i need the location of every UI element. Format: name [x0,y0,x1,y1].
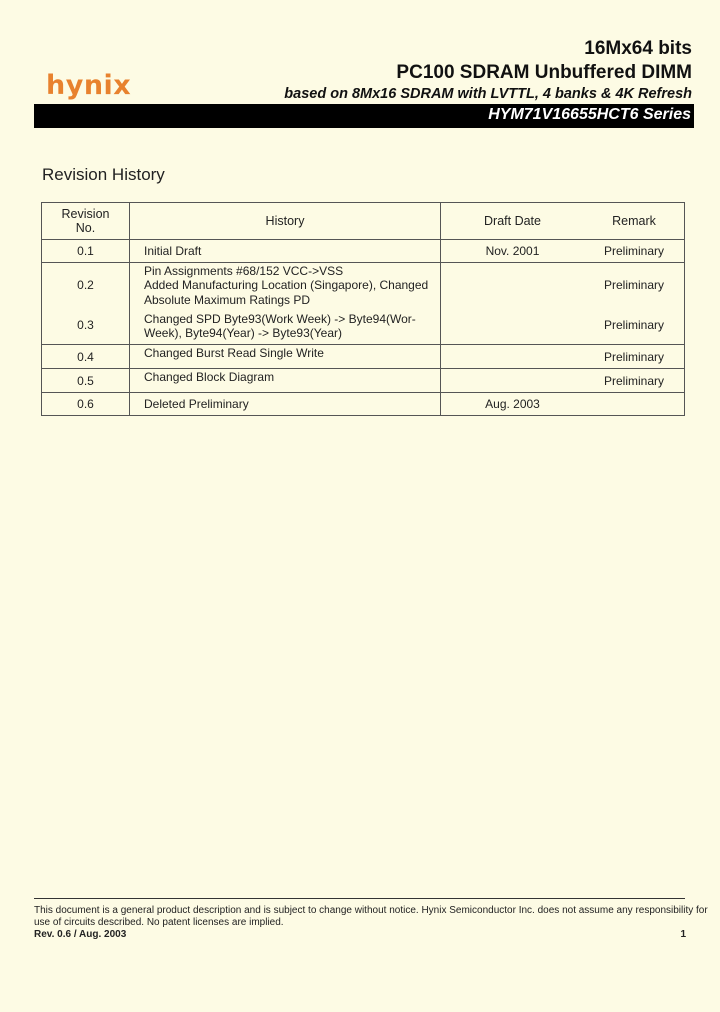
history-line: Changed Block Diagram [144,370,275,384]
table-row [42,345,685,369]
disclaimer-line: This document is a general product description and is subject to change without notice. Hynix Semiconductor Inc. does not assume any responsibility for [34,905,708,916]
remark: Preliminary [603,317,664,332]
draft-date: Aug. 2003 [441,393,585,416]
col-header-remark: Remark [584,203,685,240]
history-line: Initial Draft [144,243,202,258]
section-title: Revision History [42,165,165,184]
footer-revision: Rev. 0.6 / Aug. 2003 [34,929,127,940]
revision-no: 0.3 [77,317,94,332]
table-header-row [42,203,685,240]
col-header-history: History [130,203,441,240]
disclaimer-line: use of circuits described. No patent licenses are implied. [34,917,284,928]
revision-no: 0.6 [42,393,130,416]
history-cell-group [130,263,441,345]
revision-history-table [41,202,685,416]
col-header-revision-line2: No. [75,221,96,235]
history-line: Changed Burst Read Single Write [144,346,324,360]
table-row [42,263,685,345]
history-line: Absolute Maximum Ratings PD [144,292,311,307]
remark [584,393,685,416]
draft-date [441,369,585,393]
revision-no: 0.5 [42,369,130,393]
draft-date [441,264,584,306]
remark-group [584,263,685,345]
history-line: Pin Assignments #68/152 VCC->VSS [144,263,344,278]
series-banner [34,104,694,128]
document-subtitle: based on 8Mx16 SDRAM with LVTTL, 4 banks & 4K Refresh [284,86,692,102]
draft-date-group [441,263,585,345]
revision-no: 0.1 [42,240,130,263]
table-row [42,369,685,393]
table-row [42,240,685,263]
history-cell [130,369,441,393]
history-cell [130,345,441,369]
revision-no: 0.2 [77,277,94,292]
history-line: Deleted Preliminary [144,396,249,411]
page-number: 1 [680,929,686,940]
col-header-revision-line1: Revision [61,207,110,221]
history-cell [130,393,441,416]
history-line: Week), Byte94(Year) -> Byte93(Year) [144,326,342,340]
history-line: Added Manufacturing Location (Singapore), Changed [144,278,429,292]
col-header-revision [42,203,130,240]
col-header-draft-date: Draft Date [441,203,585,240]
table-row [42,393,685,416]
footer-divider [34,898,685,899]
document-title-density: 16Mx64 bits [584,38,692,59]
history-cell [144,264,434,312]
history-line: Changed SPD Byte93(Work Week) -> Byte94(Wor- [144,311,416,326]
draft-date: Nov. 2001 [441,240,585,263]
revision-no-group [42,263,130,345]
remark: Preliminary [584,345,685,369]
history-cell [130,240,441,263]
series-name: HYM71V16655HCT6 Series [488,106,691,123]
draft-date [441,306,584,344]
remark: Preliminary [584,240,685,263]
footer-disclaimer [34,905,708,929]
draft-date [441,345,585,369]
remark: Preliminary [603,277,664,292]
hynix-logo: hynix [46,70,132,101]
document-title-product: PC100 SDRAM Unbuffered DIMM [396,62,692,83]
remark: Preliminary [584,369,685,393]
history-cell [144,312,434,344]
revision-no: 0.4 [42,345,130,369]
